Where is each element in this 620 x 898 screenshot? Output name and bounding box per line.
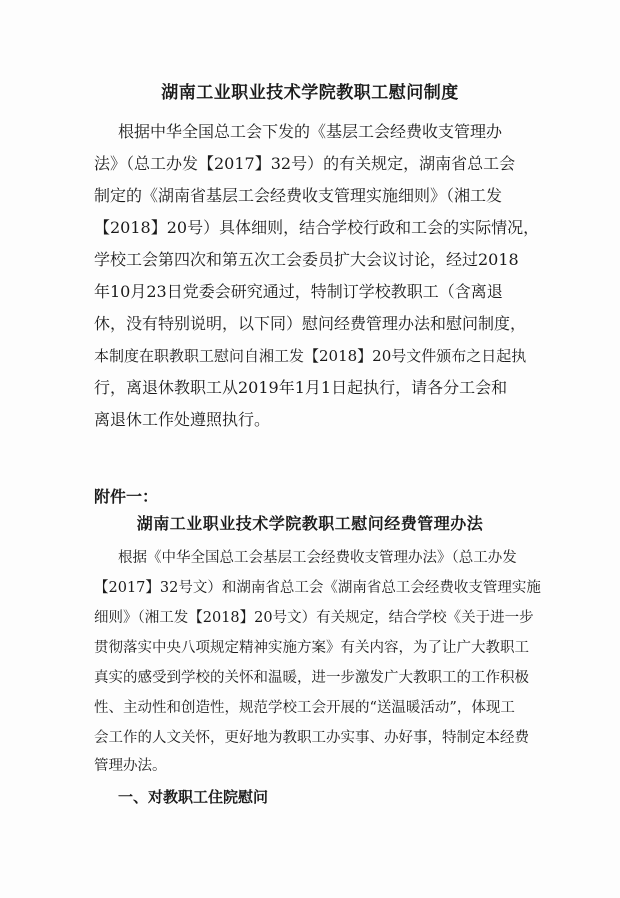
intro-line: 学校工会第四次和第五次工会委员扩大会议讨论，经过2018: [94, 250, 519, 269]
annex-title: 湖南工业职业技术学院教职工慰问经费管理办法: [136, 514, 484, 533]
annex-line: 管理办法。: [94, 758, 167, 774]
section-heading: 一、对教职工住院慰问: [118, 788, 269, 806]
annex-label: 附件一：: [94, 487, 159, 506]
annex-line: 贯彻落实中央八项规定精神实施方案》有关内容，为了让广大教职工: [94, 640, 529, 656]
intro-line: 年10月23日党委会研究通过，特制订学校教职工（含离退: [94, 282, 503, 301]
document-title: 湖南工业职业技术学院教职工慰问制度: [161, 83, 459, 103]
intro-line: 离退休工作处遵照执行。: [94, 410, 271, 429]
annex-line: 细则》（湘工发【2018】20号文）有关规定，结合学校《关于进一步: [94, 610, 534, 626]
intro-line: 本制度在职教职工慰问自湘工发【2018】20号文件颁布之日起执: [94, 347, 527, 365]
annex-line: 【2017】32号文）和湖南省总工会《湖南省总工会经费收支管理实施: [94, 580, 541, 596]
annex-line: 根据《中华全国总工会基层工会经费收支管理办法》（总工办发: [118, 550, 517, 566]
intro-line: 【2018】20号）具体细则，结合学校行政和工会的实际情况，: [94, 218, 540, 237]
intro-line: 休，没有特别说明，以下同）慰问经费管理办法和慰问制度，: [94, 314, 527, 333]
annex-line: 会工作的人文关怀，更好地为教职工办实事、办好事，特制定本经费: [94, 730, 529, 746]
intro-line: 行，离退休教职工从2019年1月1日起执行，请各分工会和: [94, 378, 508, 397]
intro-line: 根据中华全国总工会下发的《基层工会经费收支管理办: [118, 122, 503, 141]
annex-line: 真实的感受到学校的关怀和温暖，进一步激发广大教职工的工作积极: [94, 670, 529, 686]
intro-line: 法》（总工办发【2017】32号）的有关规定，湖南省总工会: [94, 154, 516, 173]
intro-line: 制定的《湖南省基层工会经费收支管理实施细则》（湘工发: [94, 186, 503, 205]
annex-line: 性、主动性和创造性，规范学校工会开展的“送温暖活动”，体现工: [94, 700, 515, 716]
